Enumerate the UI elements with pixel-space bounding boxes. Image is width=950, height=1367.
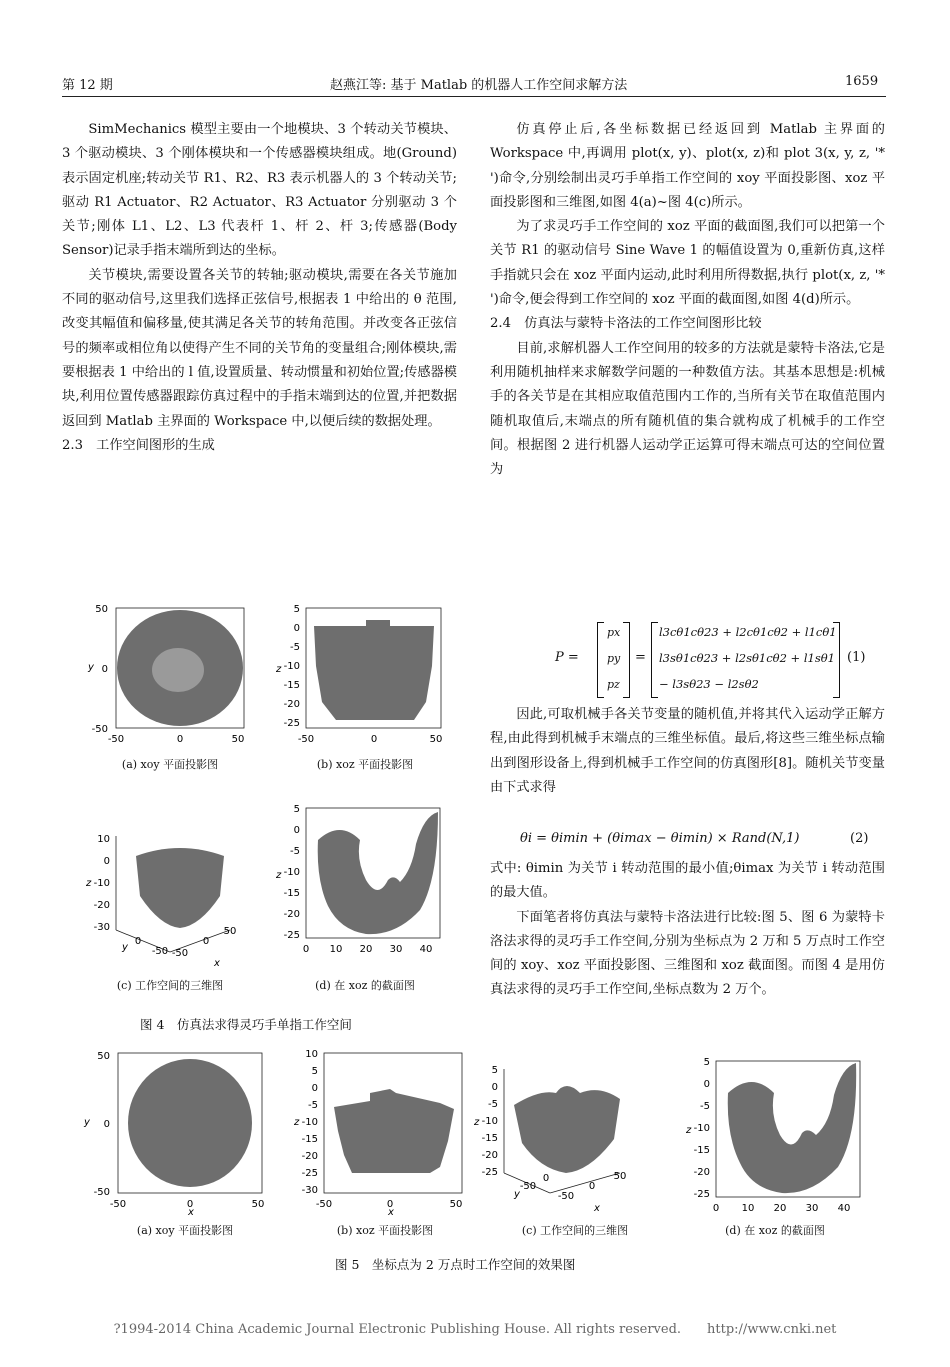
axis-label-z: z <box>276 870 282 881</box>
tick-label: 5 <box>293 804 300 815</box>
fig4c-scatter-volume <box>136 848 224 928</box>
tick-label: -50 <box>109 1199 127 1210</box>
tick-label: 0 <box>542 1173 550 1184</box>
running-title: 赵燕江等: 基于 Matlab 的机器人工作空间求解方法 <box>330 78 628 93</box>
fig5c-3d-plot <box>470 1065 660 1215</box>
tick-label: -15 <box>283 888 300 899</box>
fig5a-xoy-plot <box>80 1045 280 1215</box>
tick-label: -30 <box>93 922 110 933</box>
axis-label-y: y <box>84 1117 90 1128</box>
tick-label: 20 <box>773 1203 787 1214</box>
tick-label: -50 <box>519 1181 537 1192</box>
tick-label: 40 <box>837 1203 851 1214</box>
fig5b-xoz-plot <box>290 1045 465 1215</box>
tick-label: -30 <box>301 1185 318 1196</box>
tick-label: 50 <box>223 926 237 937</box>
tick-label: 50 <box>231 734 245 745</box>
tick-label: 0 <box>311 1083 318 1094</box>
axis-label-z: z <box>86 878 92 889</box>
paragraph: 因此,可取机械手各关节变量的随机值,并将其代入运动学正解方程,由此得到机械手末端点的三维坐标值。最后,将这些三维坐标点输出到图形设备上,得到机械手工作空间的仿真图形[8]。随机关节变量由下式求得 <box>490 707 885 795</box>
tick-label: 0 <box>101 664 108 675</box>
section-heading: 2.4 仿真法与蒙特卡洛法的工作空间图形比较 <box>490 316 762 332</box>
eq1-py: py <box>607 652 621 665</box>
tick-label: -50 <box>151 946 169 957</box>
eq1-row2: l3sθ1cθ23 + l2sθ1cθ2 + l1sθ1 <box>659 651 835 665</box>
tick-label: -50 <box>107 734 125 745</box>
fig5d-section-plot <box>680 1055 870 1215</box>
tick-label: -10 <box>283 661 300 672</box>
tick-label: -50 <box>557 1191 575 1202</box>
fig4b-caption: (b) xoz 平面投影图 <box>316 758 414 771</box>
fig4b-xoz-plot <box>270 600 450 750</box>
tick-label: 50 <box>613 1171 627 1182</box>
tick-label: -15 <box>481 1133 498 1144</box>
axis-label-x: x <box>594 1203 600 1214</box>
tick-label: 0 <box>370 734 378 745</box>
tick-label: 0 <box>103 856 110 867</box>
fig5a-scatter-disk <box>128 1059 252 1187</box>
issue-number: 第 12 期 <box>62 78 113 93</box>
tick-label: 50 <box>429 734 443 745</box>
tick-label: -25 <box>283 930 300 941</box>
axis-label-x: x <box>388 1207 394 1215</box>
tick-label: 0 <box>703 1079 710 1090</box>
tick-label: 0 <box>103 1119 110 1130</box>
tick-label: -50 <box>297 734 315 745</box>
tick-label: 20 <box>359 944 373 955</box>
eq2-number: (2) <box>850 831 869 846</box>
figure5-title: 图 5 坐标点为 2 万点时工作空间的效果图 <box>335 1257 576 1272</box>
tick-label: -15 <box>693 1145 710 1156</box>
fig4d-caption: (d) 在 xoz 的截面图 <box>315 979 415 992</box>
paragraph: 关节模块,需要设置各关节的转轴;驱动模块,需要在各关节施加不同的驱动信号,这里我们选择正弦信号,根据表 1 中给出的 θ 范围,改变其幅值和偏移量,使其满足各关节的转角范围。并改变各正弦信号的频率或相位角以使得产生不同的关节角的变量组合;刚体模块,需要根据表 1 中给出的 l 值,设置质量、转动惯量和初始位置;传感器模块,利用位置传感器跟踪仿真过程中的手指末端到达的位置,并把数据返回到 Matlab 主界面的 Workspace 中,以便后续的数据处理。 <box>62 267 457 429</box>
equation-1: P = px py pz = l3cθ1cθ23 + l2cθ1cθ2 + l1cθ1 l3sθ1cθ23 + l2sθ1cθ2 + l1sθ1 − l3sθ23 − l2sθ2 (1) <box>555 622 890 700</box>
fig4d-section-plot <box>270 800 450 960</box>
right-column-top <box>490 118 885 482</box>
equation-2 <box>520 831 890 846</box>
tick-label: -25 <box>301 1168 318 1179</box>
tick-label: -20 <box>301 1151 318 1162</box>
tick-label: -50 <box>91 724 108 735</box>
tick-label: 0 <box>293 623 300 634</box>
tick-label: 50 <box>97 1051 110 1062</box>
axis-label-z: z <box>294 1117 300 1128</box>
tick-label: 10 <box>741 1203 755 1214</box>
paragraph: SimMechanics 模型主要由一个地模块、3 个转动关节模块、3 个驱动模块、3 个刚体模块和一个传感器模块组成。地(Ground)表示固定机座;转动关节 R1、R2、R3 表示机器人的 3 个转动关节;驱动 R1 Actuator、R2 Actuator、R3 Actuator 分别驱动 3 个关节;刚体 L1、L2、L3 代表杆 1、杆 2、杆 3;传感器(Body Sensor)记录手指末端所到达的坐标。 <box>62 122 457 259</box>
tick-label: -25 <box>283 718 300 729</box>
tick-label: -50 <box>315 1199 333 1210</box>
tick-label: -50 <box>93 1187 110 1198</box>
eq1-row1: l3cθ1cθ23 + l2cθ1cθ2 + l1cθ1 <box>659 625 837 639</box>
tick-label: 0 <box>491 1082 498 1093</box>
tick-label: -20 <box>283 909 300 920</box>
eq1-lhs: P = <box>555 650 579 665</box>
fig5b-caption: (b) xoz 平面投影图 <box>336 1224 434 1237</box>
fig4a-xoy-plot <box>80 600 255 750</box>
axis-label-y: y <box>88 662 94 673</box>
tick-label: -5 <box>290 846 300 857</box>
axis-label-z: z <box>474 1117 480 1128</box>
tick-label: 0 <box>293 825 300 836</box>
fig5b-scatter-region <box>334 1089 454 1173</box>
tick-label: -15 <box>283 680 300 691</box>
tick-label: 10 <box>305 1049 318 1060</box>
eq1-pz: pz <box>607 678 620 691</box>
tick-label: 50 <box>251 1199 265 1210</box>
paragraph: 目前,求解机器人工作空间用的较多的方法就是蒙特卡洛法,它是利用随机抽样来求解数学问题的一种数值方法。其基本思想是:机械手的各关节是在其相应取值范围内工作的,当所有关节在取值范围内随机取值后,末端点的所有随机值的集合就构成了机械手的工作空间。根据图 2 进行机器人运动学正运算可得末端点可达的空间位置为 <box>490 340 885 478</box>
tick-label: -10 <box>93 878 110 889</box>
tick-label: -25 <box>481 1167 498 1178</box>
tick-label: -5 <box>308 1100 318 1111</box>
fig4c-caption: (c) 工作空间的三维图 <box>116 979 224 992</box>
fig5d-caption: (d) 在 xoz 的截面图 <box>725 1224 825 1237</box>
section-heading: 2.3 工作空间图形的生成 <box>62 437 215 453</box>
tick-label: 0 <box>202 936 210 947</box>
eq1-number: (1) <box>847 650 866 665</box>
paragraph: 下面笔者将仿真法与蒙特卡洛法进行比较:图 5、图 6 为蒙特卡洛法求得的灵巧手工作空间,分别为坐标点为 2 万和 5 万点时工作空间的 xoy、xoz 平面投影图、三维图和 xoz 截面图。而图 4 是用仿真法求得的灵巧手工作空间,坐标点数为 2 万个。 <box>490 909 885 998</box>
tick-label: 0 <box>134 936 142 947</box>
paragraph: 为了求灵巧手工作空间的 xoz 平面的截面图,我们可以把第一个关节 R1 的驱动信号 Sine Wave 1 的幅值设置为 0,重新仿真,这样手指就只会在 xoz 平面内运动,此时利用所得数据,执行 plot(x, z, '* ')命令,便会得到工作空间的 xoz 平面的截面图,如图 4(d)所示。 <box>490 219 885 308</box>
tick-label: 0 <box>302 944 310 955</box>
axis-label-x: x <box>214 958 220 969</box>
tick-label: 5 <box>311 1066 318 1077</box>
tick-label: -5 <box>488 1099 498 1110</box>
eq1-row3: − l3sθ23 − l2sθ2 <box>659 677 759 691</box>
right-column-mid <box>490 703 885 800</box>
tick-label: 30 <box>389 944 403 955</box>
tick-label: 0 <box>176 734 184 745</box>
fig5a-caption: (a) xoy 平面投影图 <box>136 1224 234 1237</box>
tick-label: -20 <box>481 1150 498 1161</box>
axis-label-y: y <box>514 1189 520 1200</box>
fig5d-section-region <box>728 1063 856 1193</box>
tick-label: 0 <box>588 1181 596 1192</box>
right-column-bottom <box>490 857 885 1003</box>
fig4d-section-region <box>318 812 438 934</box>
header-rule <box>62 96 886 97</box>
axis-label-x: x <box>188 1207 194 1215</box>
tick-label: 10 <box>97 834 110 845</box>
tick-label: 30 <box>805 1203 819 1214</box>
paragraph: 仿真停止后,各坐标数据已经返回到 Matlab 主界面的 Workspace 中,再调用 plot(x, y)、plot(x, z)和 plot 3(x, y, z, '* ')命令,分别绘制出灵巧手单指工作空间的 xoy 平面投影图、xoz 平面投影图和三维图,如图 4(a)~图 4(c)所示。 <box>490 122 885 210</box>
page-number: 1659 <box>845 74 879 89</box>
tick-label: -15 <box>301 1134 318 1145</box>
tick-label: -20 <box>693 1167 710 1178</box>
tick-label: 5 <box>293 604 300 615</box>
fig5c-caption: (c) 工作空间的三维图 <box>521 1224 629 1237</box>
fig4b-scatter-region <box>314 620 434 720</box>
tick-label: -10 <box>693 1123 710 1134</box>
copyright-footer: ?1994-2014 China Academic Journal Electronic Publishing House. All rights reserved. http://www.cnki.net <box>113 1322 837 1337</box>
tick-label: -10 <box>301 1117 318 1128</box>
fig5c-scatter-volume <box>514 1086 620 1173</box>
tick-label: 0 <box>712 1203 720 1214</box>
tick-label: -20 <box>283 699 300 710</box>
fig4a-caption: (a) xoy 平面投影图 <box>121 758 219 771</box>
tick-label: 50 <box>449 1199 463 1210</box>
fig4c-3d-plot <box>80 826 255 976</box>
tick-label: 40 <box>419 944 433 955</box>
left-column <box>62 118 457 458</box>
eq1-px: px <box>607 626 621 639</box>
tick-label: 0 <box>186 1199 194 1210</box>
tick-label: -5 <box>290 642 300 653</box>
tick-label: -10 <box>481 1116 498 1127</box>
tick-label: 50 <box>95 604 108 615</box>
tick-label: 0 <box>386 1199 394 1210</box>
figure4-title: 图 4 仿真法求得灵巧手单指工作空间 <box>140 1017 352 1032</box>
tick-label: -25 <box>693 1189 710 1200</box>
tick-label: -50 <box>171 948 189 959</box>
axis-label-z: z <box>686 1125 692 1136</box>
axis-label-y: y <box>122 942 128 953</box>
tick-label: 10 <box>329 944 343 955</box>
axis-label-z: z <box>276 664 282 675</box>
tick-label: -5 <box>700 1101 710 1112</box>
eq2-body: θi = θimin + (θimax − θimin) × Rand(N,1) <box>520 831 800 846</box>
tick-label: -10 <box>283 867 300 878</box>
tick-label: 5 <box>703 1057 710 1068</box>
paragraph: 式中: θimin 为关节 i 转动范围的最小值;θimax 为关节 i 转动范围的最大值。 <box>490 861 885 901</box>
tick-label: -20 <box>93 900 110 911</box>
tick-label: 5 <box>491 1065 498 1076</box>
